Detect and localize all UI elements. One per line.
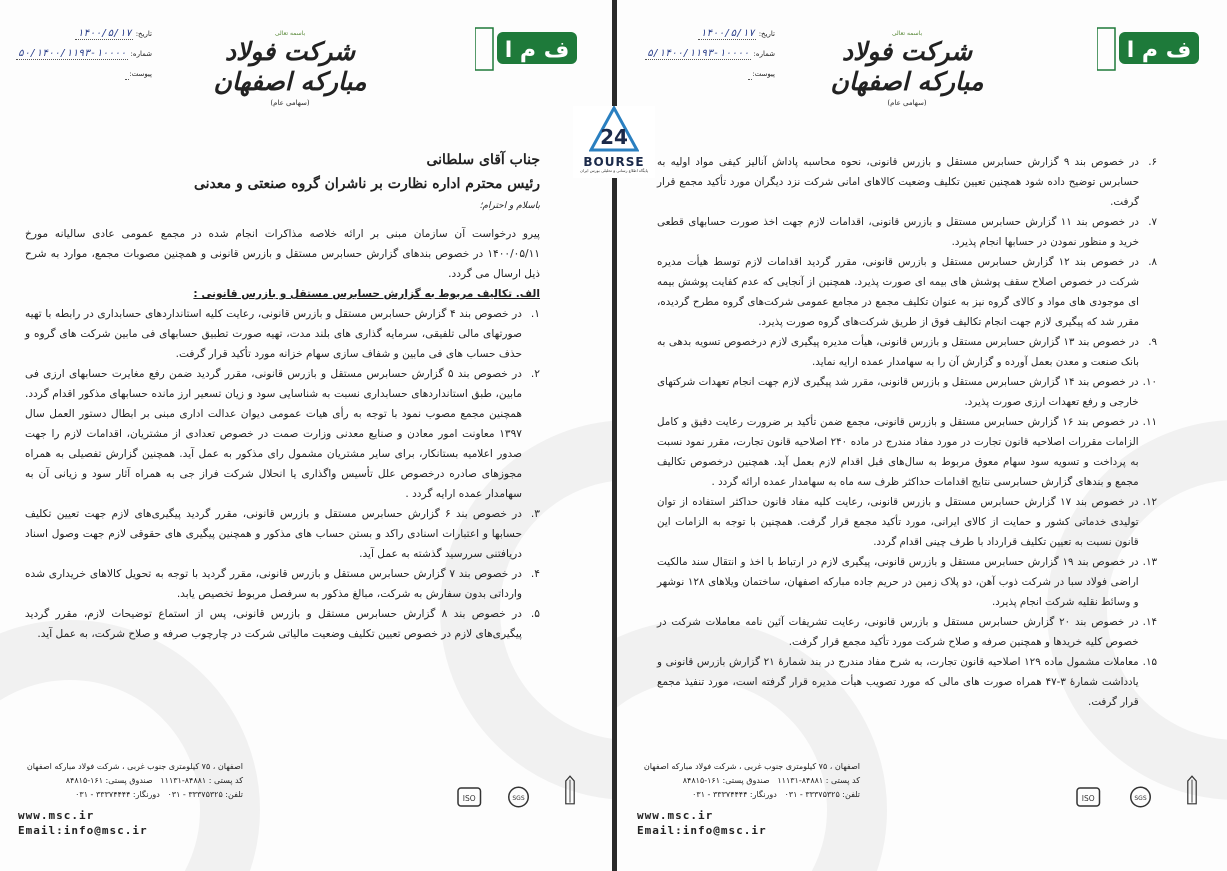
svg-text:ISO: ISO [462, 793, 476, 803]
svg-text:ف م ا: ف م ا [504, 38, 570, 63]
item-text: در خصوص بند ۱۹ گزارش حسابرس مستقل و بازرس قانونی، پیگیری لازم در ارتباط با اخذ و انتقال سند مالکیت اراضی فولاد سبا در شرکت ذوب آهن، دو پلاک زمین در حریم جاده مبارکه اصفهان، ساختمان ویلاهای ۱۲۸ نوشهر و وسائط نقلیه شرکت انجام پذیرد. [657, 556, 1139, 608]
attachment-label: پیوست: [129, 70, 152, 78]
number-label: شماره: [753, 50, 775, 58]
list-item [657, 492, 1157, 552]
item-text: در خصوص بند ۱۲ گزارش حسابرس مستقل و بازرس قانونی، مقرر گردید اقدامات لازم توسط هیأت مدیره شرکت در خصوص اصلاح سقف پوشش های بیمه ای صورت پذیرد. همچنین از آنجایی که عدم کفایت پوشش بیمه ای موجودی های مواد و کالای گروه نیز به عنوان تکلیف مجمع در مجامع عمومی شرکت‌های گروه مطرح گردیده، مقرر شد که پیگیری لازم جهت انجام تکالیف فوق از طریق شرکت‌های گروه صورت پذیرد. [657, 256, 1139, 328]
salutation-name: جناب آقای سلطانی [426, 152, 540, 168]
list-item [657, 212, 1157, 252]
item-text: در خصوص بند ۲۰ گزارش حسابرس مستقل و بازرس قانونی، رعایت تشریفات آئین نامه معاملات شرکت در خصوص کلیه خریدها و همچنین صرفه و صلاح شرکت مورد تأکید مجمع قرار گرفت. [657, 616, 1139, 648]
item-text: در خصوص بند ۱۶ گزارش حسابرس مستقل و بازرس قانونی، مجمع ضمن تأکید بر ضرورت رعایت دقیق و کامل الزامات مقررات اصلاحیه قانون تجارت در مورد مفاد مندرج در ماده ۲۴۰ اصلاحیه قانون تجارت، مقرر نمود نسبت به پرداخت و تسویه سود سهام معوق مربوط به سال‌های قبل اقدام لازم بعمل آید. همچنین درخصوص تکالیف مجمع و بندهای گزارش حسابرسی نتایج اقدامات حداکثر ظرف سه ماه به سهامدار عمده ارائه گردد . [657, 416, 1139, 488]
footer-email[interactable] [637, 823, 767, 838]
letter-page-2 [617, 0, 1227, 871]
footer-website[interactable] [18, 808, 94, 823]
item-number: ۵. [530, 608, 540, 620]
item-number: ۱۱. [1142, 416, 1157, 428]
date-value: ۱۴۰۰/۵/۱۷ [700, 28, 755, 39]
company-logo-icon [475, 26, 570, 76]
company-name: شرکت فولاد مبارکه اصفهان [830, 37, 984, 96]
website-link[interactable]: www.msc.ir [18, 809, 95, 822]
tower-emblem-icon [555, 775, 585, 805]
letter-meta [625, 24, 775, 84]
list-item [25, 604, 540, 644]
list-item [657, 332, 1157, 372]
footer-fax: دورنگار: ۳۳۳۷۴۴۴۴ - ۰۳۱ [692, 790, 777, 799]
item-number: ۶. [1148, 156, 1157, 168]
item-number: ۴. [530, 568, 540, 580]
item-text: در خصوص بند ۱۴ گزارش حسابرس مستقل و بازرس قانونی، مقرر شد پیگیری لازم جهت انجام تعهدات شرکتهای خارجی و رفع تعهدات ارزی صورت پذیرد. [657, 376, 1139, 408]
footer-address: اصفهان ، ۷۵ کیلومتری جنوب غربی ، شرکت فولاد مبارکه اصفهان [26, 762, 243, 771]
item-text: در خصوص بند ۸ گزارش حسابرس مستقل و بازرس قانونی، پس از استماع توضیحات لازم، مقرر گردید پیگیری‌های لازم در خصوص تعیین تکلیف وضعیت مالیاتی شرکت در چارچوب صرفه و صلاح شرکت، به عمل آید. [25, 608, 522, 640]
iso-cert-icon [450, 785, 490, 815]
sgs-cert-icon [1122, 785, 1162, 815]
date-label: تاریخ: [758, 30, 775, 38]
tower-emblem-icon [1177, 775, 1207, 805]
footer-phone: تلفن: ۳۳۳۷۵۳۲۵ - ۰۳۱ [167, 790, 243, 799]
footer-postal-code: کد پستی : ۸۴۸۸۱-۱۱۱۳۱ [160, 776, 243, 785]
footer-website[interactable] [637, 808, 713, 823]
item-text: در خصوص بند ۱۱ گزارش حسابرس مستقل و بازرس قانونی، اقدامات لازم جهت اخذ صورت حسابهای قطعی خرید و منظور نمودن در حسابها انجام پذیرد. [657, 216, 1139, 248]
footer-contact [635, 760, 860, 802]
list-item [657, 372, 1157, 412]
item-text: در خصوص بند ۱۳ گزارش حسابرس مستقل و بازرس قانونی، هیأت مدیره پیگیری لازم درخصوص تسویه بدهی به بانک صنعت و معدن بعمل آورده و گزارش آن را به سهامدار عمده ارایه نماید. [657, 336, 1139, 368]
item-number: ۱۲. [1142, 496, 1157, 508]
letter-body [25, 148, 540, 644]
letter-page-1 [0, 0, 612, 871]
item-number: ۷. [1148, 216, 1157, 228]
item-text: در خصوص بند ۹ گزارش حسابرس مستقل و بازرس قانونی، نحوه محاسبه پاداش آنالیز کیفی مواد اولیه به حسابرس توضیح داده شود همچنین تعیین تکلیف وضعیت کالاهای امانی شرکت نزد دیگران مورد تأکید مجمع قرار گرفت. [657, 156, 1139, 208]
company-subtitle: (سهامی عام) [887, 99, 927, 107]
section-title: الف. تکالیف مربوط به گزارش حسابرس مستقل و بازرس قانونی : [193, 288, 540, 300]
list-item [657, 252, 1157, 332]
number-value: ۱۰۰۰۰-۵/۱۴۰۰/۱۱۹۳ [646, 48, 750, 59]
number-value: ۱۰۰۰۰-۵۰/۱۴۰۰/۱۱۹۳ [17, 48, 127, 59]
svg-text:ISO: ISO [1081, 793, 1095, 803]
iso-cert-icon [1069, 785, 1109, 815]
list-item [657, 552, 1157, 612]
svg-text:24: 24 [600, 125, 628, 149]
email-link[interactable]: Email:info@msc.ir [18, 824, 148, 837]
footer-postal-code: کد پستی : ۸۴۸۸۱-۱۱۱۳۱ [777, 776, 860, 785]
svg-text:ف م ا: ف م ا [1126, 38, 1192, 63]
list-item [25, 564, 540, 604]
svg-text:SGS: SGS [512, 795, 525, 802]
item-number: ۹. [1148, 336, 1157, 348]
company-subtitle: (سهامی عام) [270, 99, 310, 107]
intro-paragraph: پیرو درخواست آن سازمان مبنی بر ارائه خلاصه مذاکرات انجام شده در مجمع عمومی عادی سالیانه مورخ ۱۴۰۰/۰۵/۱۱ در خصوص بندهای گزارش حسابرس مستقل و بازرس قانونی و همچنین مصوبات مجمع، موارد به شرح ذیل ارسال می گردد. [25, 228, 540, 280]
letter-body [657, 152, 1157, 712]
item-text: در خصوص بند ۷ گزارش حسابرس مستقل و بازرس قانونی، مقرر گردید با توجه به تحویل کالاهای خریداری شده وارداتی بدون سفارش به شرکت، مبالغ مذکور به سرفصل مربوط تخصیص یابد. [25, 568, 522, 600]
list-item [657, 652, 1157, 712]
item-number: ۱. [530, 308, 540, 320]
svg-text:SGS: SGS [1134, 795, 1147, 802]
bismillah: باسمه تعالی [891, 30, 923, 37]
item-number: ۱۴. [1142, 616, 1157, 628]
company-logo-icon [1097, 26, 1192, 76]
email-link[interactable]: Email:info@msc.ir [637, 824, 767, 837]
item-number: ۳. [530, 508, 540, 520]
item-number: ۸. [1148, 256, 1157, 268]
website-link[interactable]: www.msc.ir [637, 809, 714, 822]
bismillah: باسمه تعالی [274, 30, 306, 37]
footer-phone: تلفن: ۳۳۳۷۵۳۲۵ - ۰۳۱ [784, 790, 860, 799]
item-text: در خصوص بند ۴ گزارش حسابرس مستقل و بازرس قانونی، رعایت کلیه استانداردهای حسابداری در رابطه با تهیه صورتهای مالی تلفیقی، سرمایه گذاری های بلند مدت، تهیه صورت تطبیق حسابهای فی مابین شرکت های گروه و حذف حساب های فی مابین و شفاف سازی سهام خزانه مورد تأکید قرار گرفت. [25, 308, 522, 360]
bourse-tagline: پایگاه اطلاع رسانی و تحلیلی بورس ایران [580, 168, 648, 173]
item-text: در خصوص بند ۵ گزارش حسابرس مستقل و بازرس قانونی، مقرر گردید ضمن رفع مغایرت حسابهای ارزی فی مابین، طبق استانداردهای حسابداری نسبت به شناسایی سود و زیان تسعیر ارز مانده حسابهای مذکور اقدام گردد. همچنین مجمع مصوب نمود با توجه به رأی هیات عمومی دیوان عدالت اداری مبنی بر ابطال دستور العمل سال ۱۳۹۷ معاونت امور معادن و صنایع معدنی وزارت صمت در خصوص تعدادی از مشتریان، اقدامات لازم را جهت صدور اعلامیه بستانکار، برای سایر مشتریان مشمول رای مذکور به عمل آید. همچنین گزارش تفصیلی به همراه مجوزهای صادره درخصوص علل تأسیس واگذاری یا انحلال شرکت فراز جی به همراه آثار سود و زیانی آن به سهامدار عمده ارایه گردد . [25, 368, 522, 500]
item-number: ۱۵. [1142, 656, 1157, 668]
item-number: ۲. [530, 368, 540, 380]
footer-fax: دورنگار: ۳۳۳۷۴۴۴۴ - ۰۳۱ [75, 790, 160, 799]
item-text: در خصوص بند ۱۷ گزارش حسابرس مستقل و بازرس قانونی، رعایت کلیه مفاد قانون حداکثر استفاده از توان تولیدی خدماتی کشور و حمایت از کالای ایرانی، مورد تأکید مجمع قرار گرفت. همچنین با توجه به الزامات این قانون نسبت به تعیین تکلیف قرارداد با طرف چینی اقدام گردد. [657, 496, 1139, 548]
item-number: ۱۰. [1142, 376, 1157, 388]
attachment-label: پیوست: [752, 70, 775, 78]
date-label: تاریخ: [135, 30, 152, 38]
list-item [25, 304, 540, 364]
number-label: شماره: [130, 50, 152, 58]
sgs-cert-icon [500, 785, 540, 815]
date-value: ۱۴۰۰/۵/۱۷ [77, 28, 132, 39]
list-item [25, 364, 540, 504]
company-name: شرکت فولاد مبارکه اصفهان [213, 37, 367, 96]
list-item [657, 612, 1157, 652]
bourse-emblem-icon [589, 106, 639, 152]
list-item [25, 504, 540, 564]
salutation-title: رئیس محترم اداره نظارت بر ناشران گروه صنعتی و معدنی [193, 176, 540, 192]
list-item [657, 152, 1157, 212]
footer-address: اصفهان ، ۷۵ کیلومتری جنوب غربی ، شرکت فولاد مبارکه اصفهان [643, 762, 860, 771]
list-item [657, 412, 1157, 492]
footer-email[interactable] [18, 823, 148, 838]
bourse-name: BOURSE [583, 155, 645, 169]
item-text: در خصوص بند ۶ گزارش حسابرس مستقل و بازرس قانونی، مقرر گردید پیگیری‌های لازم جهت تعیین تکلیف حسابها و اعتبارات اسنادی راکد و بستن حساب های مذکور و همچنین پیگیری های حقوقی لازم جهت وصول اسناد دریافتنی سررسید گذشته به عمل آید. [25, 508, 522, 560]
greeting: باسلام و احترام؛ [479, 201, 540, 211]
footer-po-box: صندوق پستی: ۱۶۱-۸۴۸۱۵ [682, 776, 770, 785]
company-header [200, 30, 380, 107]
footer-po-box: صندوق پستی: ۱۶۱-۸۴۸۱۵ [65, 776, 153, 785]
company-header [817, 30, 997, 107]
bourse-logo [573, 106, 655, 178]
footer-contact [18, 760, 243, 802]
item-text: معاملات مشمول ماده ۱۲۹ اصلاحیه قانون تجارت، به شرح مفاد مندرج در بند شمارۀ ۲۱ گزارش بازرس قانونی و یادداشت شمارۀ ۳-۴۷ همراه صورت های مالی که مورد تصویب هیأت مدیره قرار گرفته است، مورد تنفیذ مجمع قرار گرفت. [657, 656, 1139, 708]
letter-meta [2, 24, 152, 84]
item-number: ۱۳. [1142, 556, 1157, 568]
